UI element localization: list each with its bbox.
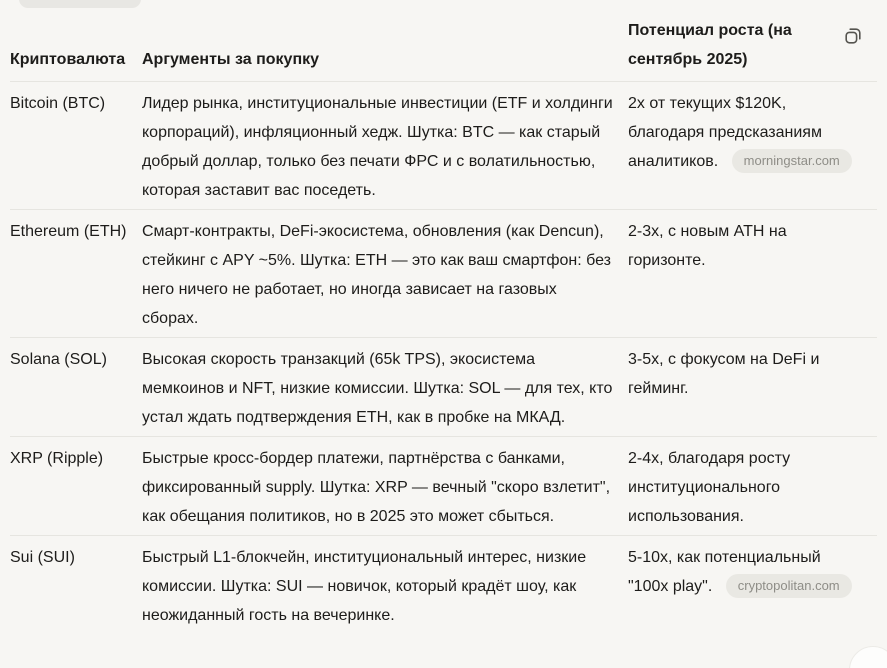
crypto-name: Solana (SOL) <box>10 351 107 368</box>
potential-text: 2x от текущих $120K, благодаря предсказаниям аналитиков. <box>628 95 822 170</box>
crypto-arguments: Быстрые кросс-бордер платежи, партнёрства с банками, фиксированный supply. Шутка: XRP — вечный "скоро взлетит", как обещания политиков, но в 2025 это может сбыться. <box>142 450 611 525</box>
crypto-name: XRP (Ripple) <box>10 450 104 467</box>
table-row-solana <box>10 337 877 436</box>
crypto-name: Bitcoin (BTC) <box>10 95 106 112</box>
potential-text: 2-4x, благодаря росту институционального использования. <box>628 450 791 525</box>
crypto-arguments: Лидер рынка, институциональные инвестиции (ETF и холдинги корпораций), инфляционный хедж. Шутка: BTC — как старый добрый доллар, только без печати ФРС и с волатильностью, которая заставит вас поседеть. <box>142 95 613 199</box>
column-header-potential: Потенциал роста (на сентябрь 2025) <box>628 22 792 68</box>
potential-text: 5-10x, как потенциальный "100x play". <box>628 549 821 595</box>
crypto-potential <box>628 345 877 432</box>
source-citation-badge[interactable]: morningstar.com <box>732 149 852 173</box>
crypto-table <box>10 0 877 634</box>
crypto-potential <box>628 89 877 205</box>
crypto-name: Sui (SUI) <box>10 549 75 566</box>
crypto-potential <box>628 217 877 333</box>
crypto-arguments: Смарт-контракты, DeFi-экосистема, обновления (как Dencun), стейкинг с APY ~5%. Шутка: ETH — это как ваш смартфон: без него ничего не работает, но иногда зависает на газовых сборах. <box>142 223 611 327</box>
crypto-arguments: Быстрый L1-блокчейн, институциональный интерес, низкие комиссии. Шутка: SUI — новичок, который крадёт шоу, как неожиданный гость на вечеринке. <box>142 549 587 624</box>
column-header-crypto: Криптовалюта <box>10 51 126 68</box>
table-header-row <box>10 0 877 81</box>
crypto-name: Ethereum (ETH) <box>10 223 127 240</box>
source-citation-badge[interactable]: cryptopolitan.com <box>726 574 852 598</box>
column-header-arguments: Аргументы за покупку <box>142 51 320 68</box>
crypto-potential <box>628 543 877 630</box>
potential-text: 2-3x, с новым ATH на горизонте. <box>628 223 787 269</box>
table-row-xrp <box>10 436 877 535</box>
scroll-to-bottom-button[interactable] <box>849 646 887 668</box>
table-row-sui <box>10 535 877 634</box>
crypto-potential <box>628 444 877 531</box>
table-row-ethereum <box>10 209 877 337</box>
crypto-arguments: Высокая скорость транзакций (65k TPS), экосистема мемкоинов и NFT, низкие комиссии. Шутка: SOL — для тех, кто устал ждать подтверждения ETH, как в пробке на МКАД. <box>142 351 613 426</box>
table-row-bitcoin <box>10 81 877 209</box>
potential-text: 3-5x, с фокусом на DeFi и гейминг. <box>628 351 820 397</box>
